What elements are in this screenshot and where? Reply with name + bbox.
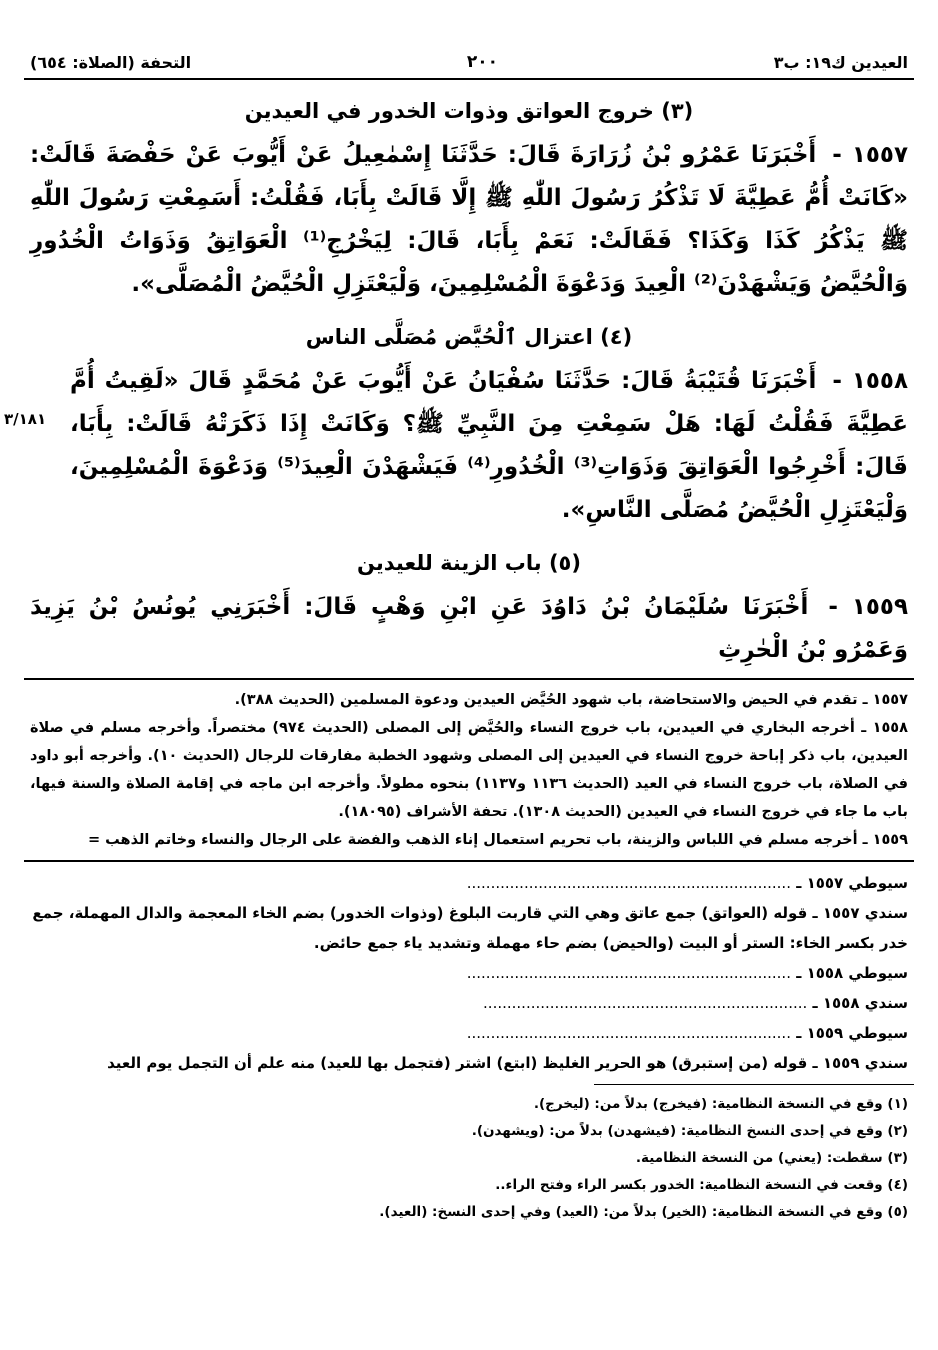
section-title-3: (٣) خروج العواتق وذوات الخدور في العيدين: [244, 99, 694, 123]
footnote-5: (٥) وقع في النسخة النظامية: (الخير) بدلاً من: (العيد) وفي إحدى النسخ: (العيد).: [379, 1204, 908, 1220]
dots-leader: ....................................................................: [466, 1024, 791, 1042]
divider: [24, 678, 914, 680]
hadith-1558: [70, 360, 908, 532]
section-title-5: (٥) باب الزينة للعيدين: [357, 551, 581, 575]
footnote-3: (٣) سقطت: (يعني) من النسخة النظامية.: [635, 1150, 908, 1166]
hadith-1557: [30, 134, 908, 306]
footnote-1: (١) وقع في النسخة النظامية: (فيخرج) بدلاً من: (ليخرج).: [533, 1096, 908, 1112]
hadith-number: ١٥٥٨ -: [832, 368, 908, 394]
dots-leader: ....................................................................: [483, 994, 808, 1012]
hadith-1559: [30, 586, 908, 672]
dots-leader: ....................................................................: [466, 874, 791, 892]
sindi-1557: سندي ١٥٥٧ ـ قوله (العواتق) جمع عاتق وهي التي قاربت البلوغ (وذوات الخدور) بضم الخاء المعجمة والدال المهملة، جمع خدر بكسر الخاء: الستر أو البيت (والحيض) بضم حاء مهملة وتشديد ياء جمع حائض.: [32, 904, 908, 952]
sindi-1559: سندي ١٥٥٩ ـ قوله (من إستبرق) هو الحرير الغليظ (ابتع) اشتر (فتجمل بها للعيد) منه علم أن التجمل يوم العيد: [107, 1054, 908, 1072]
dots-leader: ....................................................................: [466, 964, 791, 982]
hadith-1558-block: [4, 360, 914, 532]
hadith-text: أَخْبَرَنَا قُتَيْبَةُ قَالَ: حَدَّثَنَا سُفْيَانُ عَنْ أَيُّوبَ عَنْ مُحَمَّدٍ قَالَ «لَقِيتُ أُمَّ عَطِيَّةَ فَقُلْتُ لَهَا: هَلْ سَمِعْتِ مِنَ النَّبِيِّ ﷺ؟ وَكَانَتْ إِذَا ذَكَرَتْهُ قَالَتْ: بِأَبَا، قَالَ: أَخْرِجُوا الْعَوَاتِقَ وَذَوَاتِ⁽³⁾ الْخُدُورِ⁽⁴⁾ فَيَشْهَدْنَ الْعِيدَ⁽⁵⁾ وَدَعْوَةَ الْمُسْلِمِينَ، وَلْيَعْتَزِلِ الْحُيَّضُ مُصَلَّى النَّاسِ».: [70, 368, 908, 523]
sindi-1558: سندي ١٥٥٨ ـ ....................................................................: [483, 994, 908, 1012]
hadith-text: أَخْبَرَنَا سُلَيْمَانُ بْنُ دَاوُدَ عَنِ ابْنِ وَهْبٍ قَالَ: أَخْبَرَنِي يُونُسُ بْنُ يَزِيدَ وَعَمْرُو بْنُ الْحٰرِثِ: [30, 594, 908, 663]
margin-reference: ٣/١٨١: [4, 410, 47, 428]
hadith-number: ١٥٥٩ -: [828, 594, 908, 620]
header-chapter: العيدين ك١٩: ب٣: [773, 53, 908, 72]
commentary-notes: [30, 868, 908, 1078]
hadith-number: ١٥٥٧ -: [832, 142, 908, 168]
divider: [24, 860, 914, 862]
suyuti-1559: سيوطي ١٥٥٩ ـ ....................................................................: [466, 1024, 908, 1042]
takhrij-1558: ١٥٥٨ ـ أخرجه البخاري في العيدين، باب خروج النساء والحُيَّض إلى المصلى (الحديث ٩٧٤) مختصراً. وأخرجه مسلم في صلاة العيدين، باب ذكر إباحة خروج النساء في العيدين إلى المصلى وشهود الخطبة مفارقات للرجال (الحديث ١٠). وأخرجه أبو داود في الصلاة، باب خروج النساء في العيد (الحديث ١١٣٦ و١١٣٧) بنحوه مطولاً. وأخرجه ابن ماجه في إقامة الصلاة والسنة فيها، باب ما جاء في خروج النساء في العيدين (الحديث ١٣٠٨). تحفة الأشراف (١٨٠٩٥).: [30, 720, 908, 820]
takhrij-1559: ١٥٥٩ ـ أخرجه مسلم في اللباس والزينة، باب تحريم استعمال إناء الذهب والفضة على الرجال والنساء وخاتم الذهب =: [87, 832, 908, 848]
header-reference: التحفة (الصلاة: ٦٥٤): [30, 53, 192, 72]
book-page: [4, 52, 914, 1226]
running-header: [24, 52, 914, 80]
suyuti-1557: سيوطي ١٥٥٧ ـ ....................................................................: [466, 874, 908, 892]
takhrij-notes: [30, 686, 908, 854]
section-title-4: (٤) اعتزال ٱلْحُيَّض مُصَلَّى الناس: [305, 325, 633, 349]
page-number: ٢٠٠: [466, 52, 498, 72]
takhrij-1557: ١٥٥٧ ـ تقدم في الحيض والاستحاضة، باب شهود الحُيَّض العيدين ودعوة المسلمين (الحديث ٣٨٨).: [234, 692, 908, 708]
suyuti-1558: سيوطي ١٥٥٨ ـ ....................................................................: [466, 964, 908, 982]
footnote-2: (٢) وقع في إحدى النسخ النظامية: (فيشهدن) بدلاً من: (ويشهدن).: [471, 1123, 908, 1139]
footnote-divider: [594, 1084, 914, 1085]
footnote-4: (٤) وقعت في النسخة النظامية: الخدور بكسر الراء وفتح الراء..: [495, 1177, 908, 1193]
hadith-text: أَخْبَرَنَا عَمْرُو بْنُ زُرَارَةَ قَالَ: حَدَّثَنَا إِسْمٰعِيلُ عَنْ أَيُّوبَ عَنْ حَفْصَةَ قَالَتْ: «كَانَتْ أُمُّ عَطِيَّةَ لَا تَذْكُرُ رَسُولَ اللّٰهِ ﷺ إِلَّا قَالَتْ بِأَبَا، فَقُلْتُ: أَسَمِعْتِ رَسُولَ اللّٰهِ ﷺ يَذْكُرُ كَذَا وَكَذَا؟ فَقَالَتْ: نَعَمْ بِأَبَا، قَالَ: لِيَخْرُجِ⁽¹⁾ الْعَوَاتِقُ وَذَوَاتُ الْخُدُورِ وَالْحُيَّضُ وَيَشْهَدْنَ⁽²⁾ الْعِيدَ وَدَعْوَةَ الْمُسْلِمِينَ، وَلْيَعْتَزِلِ الْحُيَّضُ الْمُصَلَّى».: [30, 142, 908, 297]
footnotes: [30, 1091, 908, 1226]
